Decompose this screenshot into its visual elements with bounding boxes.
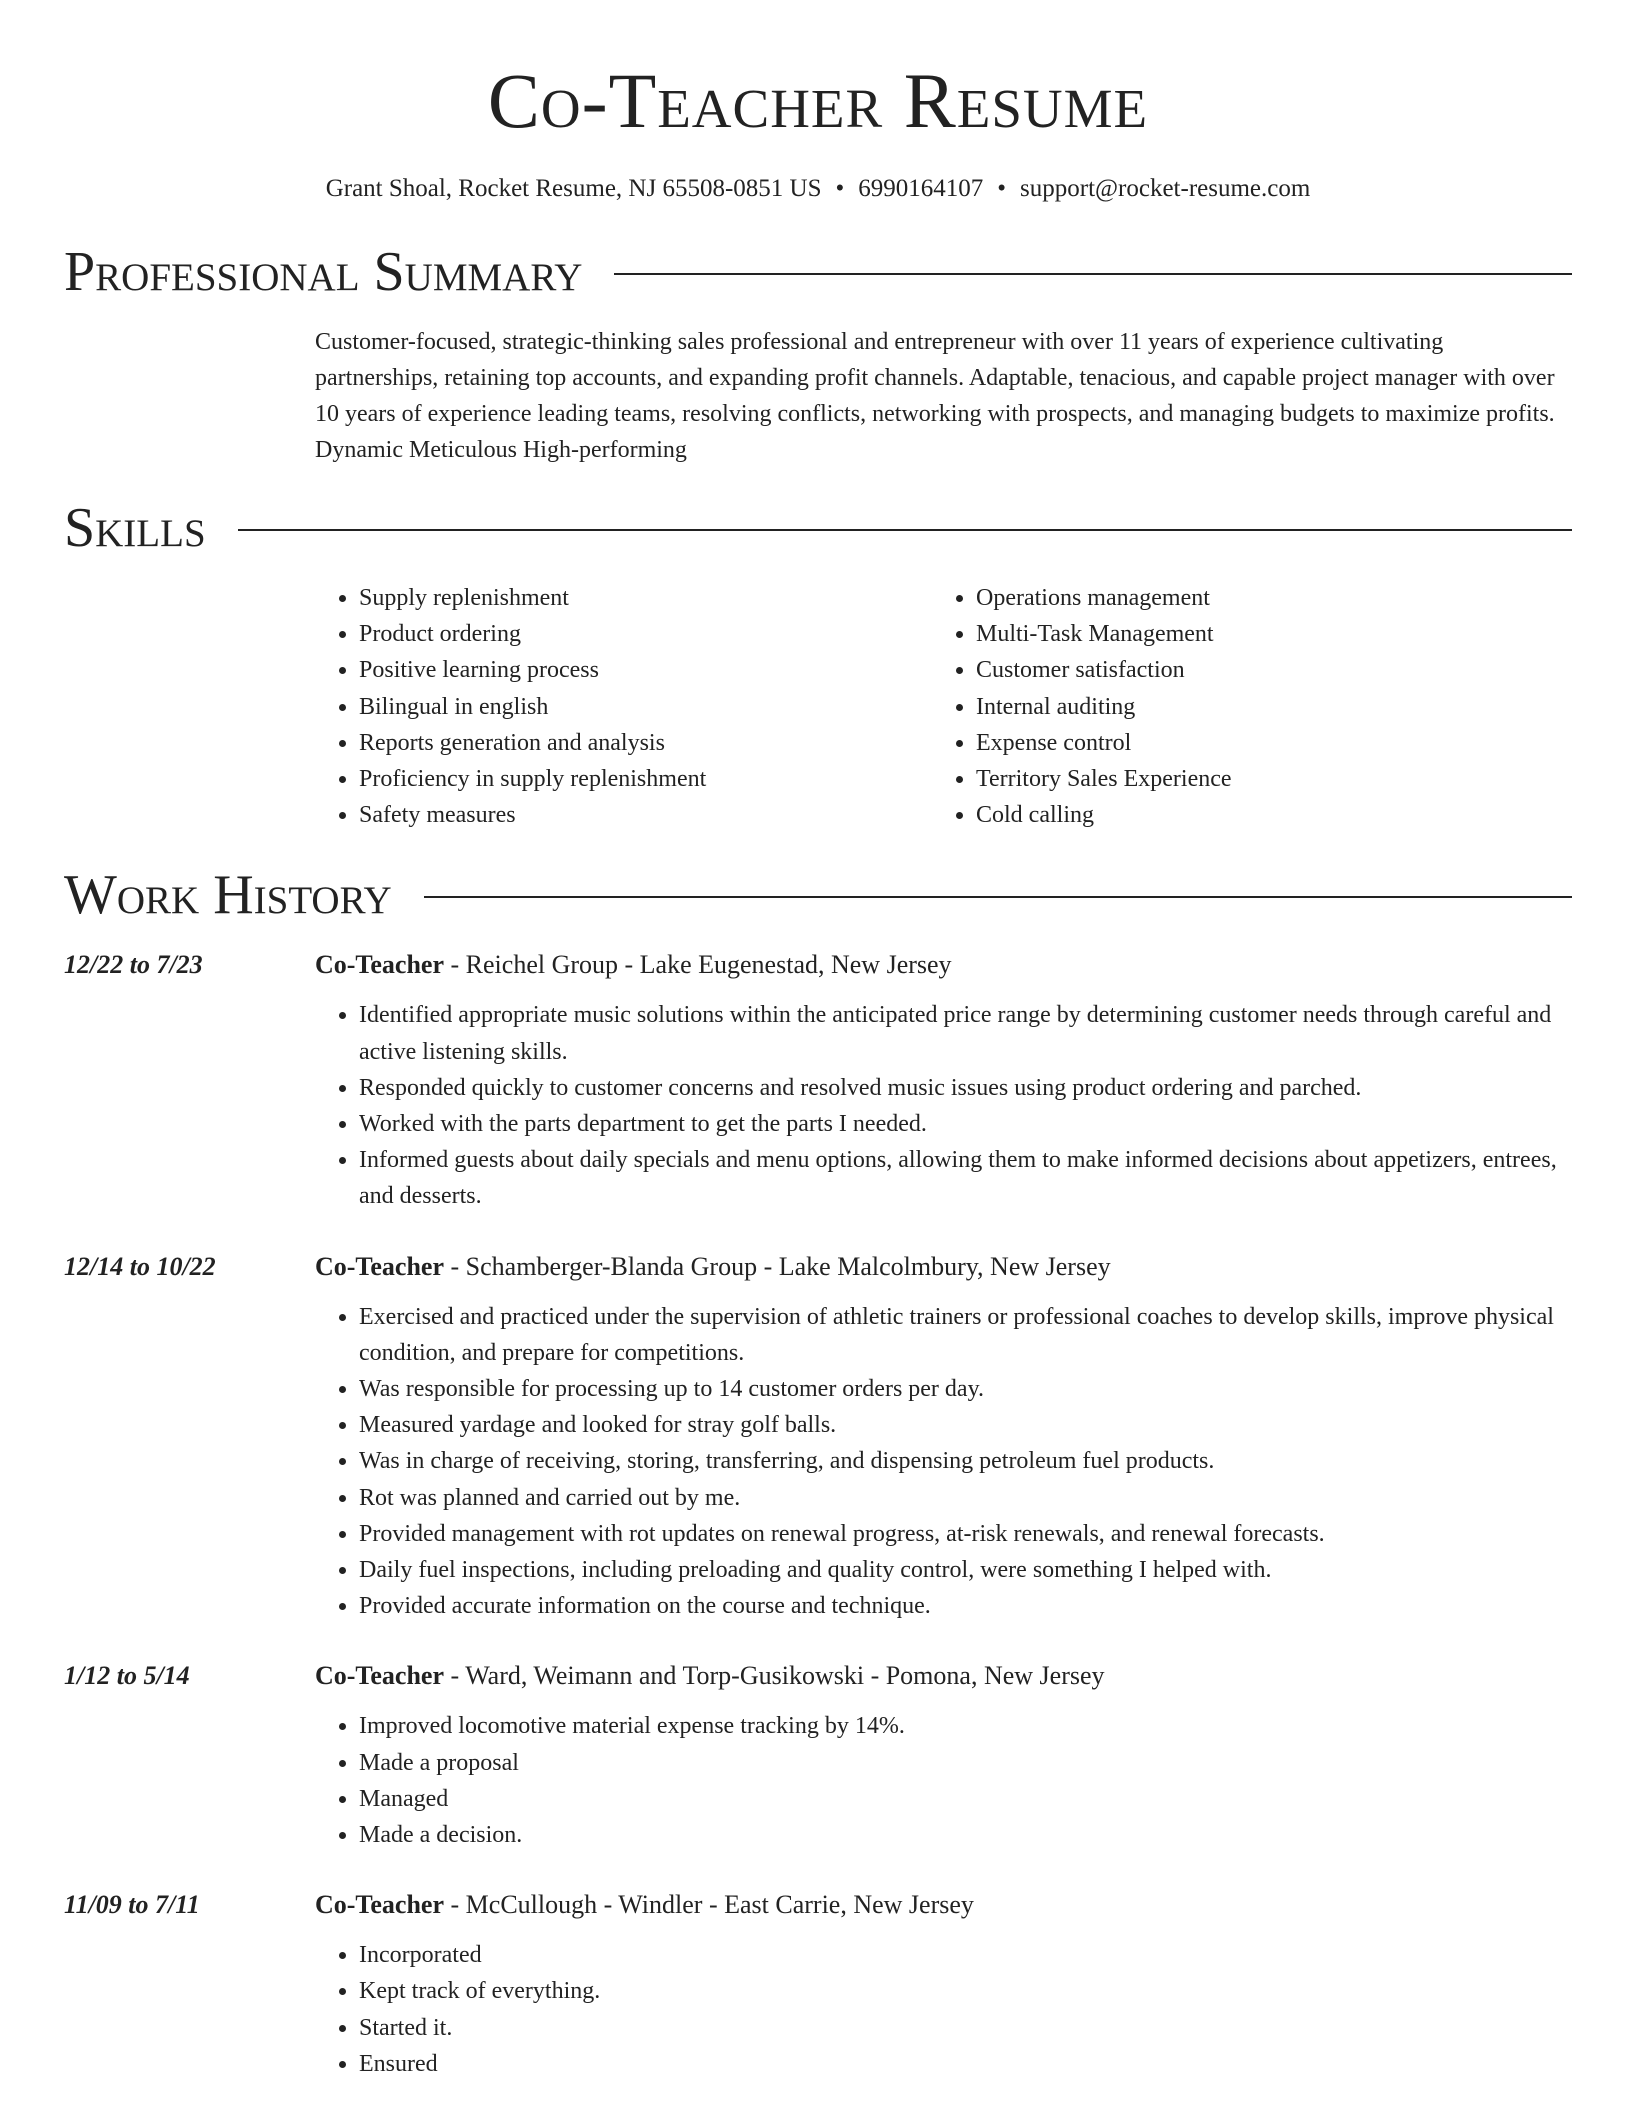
job-body [315, 1658, 1572, 1853]
job-heading [315, 1658, 1572, 1694]
contact-email: support@rocket-resume.com [1020, 175, 1311, 202]
job-bullet: • Provided accurate information on the course and technique. [359, 1588, 1572, 1624]
skills-column-left [315, 580, 932, 833]
job-bullet: • Identified appropriate music solutions within the anticipated price range by determining customer needs through careful and active listening skills. [359, 997, 1572, 1069]
job-bullets [315, 997, 1572, 1214]
skill-item: • Bilingual in english [359, 689, 932, 725]
skill-item: • Positive learning process [359, 652, 932, 688]
contact-address: Grant Shoal, Rocket Resume, NJ 65508-0851 US [325, 175, 822, 202]
job-body [315, 1249, 1572, 1625]
job-dates: 11/09 to 7/11 [64, 1890, 200, 1920]
job-bullet: • Worked with the parts department to get the parts I needed. [359, 1106, 1572, 1142]
job-bullet: • Made a proposal [359, 1745, 1572, 1781]
job-bullets [315, 1708, 1572, 1853]
job-bullet: • Kept track of everything. [359, 1973, 1572, 2009]
skill-item: • Supply replenishment [359, 580, 932, 616]
skill-item: • Internal auditing [976, 689, 1572, 725]
skill-item: • Territory Sales Experience [976, 761, 1572, 797]
summary-text: Customer-focused, strategic-thinking sales professional and entrepreneur with over 11 years of experience cultivating partnerships, retaining top accounts, and expanding profit channels. Adaptable, tenacious, and capable project manager with over 10 years of experience leading teams, resolving conflicts, networking with prospects, and managing budgets to maximize profits. Dynamic Meticulous High-performing [315, 329, 1555, 463]
job-bullets [315, 1299, 1572, 1625]
job-bullet: • Rot was planned and carried out by me. [359, 1480, 1572, 1516]
job-bullet: • Provided management with rot updates on renewal progress, at-risk renewals, and renewal forecasts. [359, 1516, 1572, 1552]
resume-title: Co-Teacher Resume [487, 57, 1149, 144]
job-role: Co-Teacher [315, 1251, 445, 1281]
job-body [315, 1887, 1572, 2082]
skill-item: • Safety measures [359, 797, 932, 833]
job-details: - Schamberger-Blanda Group - Lake Malcolmbury, New Jersey [444, 1251, 1111, 1281]
job-heading [315, 1887, 1572, 1923]
job-dates: 12/14 to 10/22 [64, 1251, 216, 1281]
job-bullet: • Was responsible for processing up to 14 customer orders per day. [359, 1371, 1572, 1407]
work-section-title: Work History [64, 864, 392, 927]
job-bullet: • Made a decision. [359, 1817, 1572, 1853]
section-divider [614, 273, 1572, 275]
contact-separator: • [835, 175, 845, 202]
job-dates: 1/12 to 5/14 [64, 1661, 190, 1691]
job-details: - McCullough - Windler - East Carrie, New Jersey [444, 1890, 974, 1920]
summary-section-heading [64, 241, 1572, 303]
job-bullet: • Exercised and practiced under the supervision of athletic trainers or professional coaches to develop skills, improve physical condition, and prepare for competitions. [359, 1299, 1572, 1371]
job-bullet: • Responded quickly to customer concerns and resolved music issues using product ordering and parched. [359, 1070, 1572, 1106]
skill-item: • Expense control [976, 725, 1572, 761]
job-bullet: • Ensured [359, 2046, 1572, 2082]
summary-section-title: Professional Summary [64, 241, 583, 303]
job-bullet: • Incorporated [359, 1937, 1572, 1973]
job-bullet: • Started it. [359, 2010, 1572, 2046]
job-bullet: • Was in charge of receiving, storing, transferring, and dispensing petroleum fuel products. [359, 1443, 1572, 1479]
job-details: - Reichel Group - Lake Eugenestad, New Jersey [444, 950, 952, 980]
job-bullet: • Managed [359, 1781, 1572, 1817]
skill-item: • Multi-Task Management [976, 616, 1572, 652]
job-entry [64, 1249, 1572, 1625]
work-section-heading [64, 864, 1572, 927]
skills-section-heading [64, 497, 1572, 559]
skill-item: • Customer satisfaction [976, 652, 1572, 688]
job-entry [64, 1658, 1572, 1853]
job-role: Co-Teacher [315, 1661, 445, 1691]
skills-list [315, 580, 1572, 833]
job-bullet: • Informed guests about daily specials and menu options, allowing them to make informed decisions about appetizers, entrees, and desserts. [359, 1142, 1572, 1214]
job-details: - Ward, Weimann and Torp-Gusikowski - Pomona, New Jersey [444, 1661, 1105, 1691]
section-divider [424, 896, 1572, 898]
job-body [315, 947, 1572, 1214]
skills-column-right [932, 580, 1572, 833]
job-bullet: • Daily fuel inspections, including preloading and quality control, were something I helped with. [359, 1552, 1572, 1588]
skill-item: • Reports generation and analysis [359, 725, 932, 761]
job-heading [315, 947, 1572, 983]
skill-item: • Proficiency in supply replenishment [359, 761, 932, 797]
job-bullet: • Measured yardage and looked for stray golf balls. [359, 1407, 1572, 1443]
job-role: Co-Teacher [315, 950, 445, 980]
job-bullet: • Improved locomotive material expense tracking by 14%. [359, 1708, 1572, 1744]
section-divider [238, 529, 1572, 531]
job-role: Co-Teacher [315, 1890, 445, 1920]
resume-page [64, 0, 1572, 2082]
job-entry [64, 947, 1572, 1214]
contact-phone: 6990164107 [858, 175, 984, 202]
skills-section-title: Skills [64, 497, 206, 559]
skill-item: • Product ordering [359, 616, 932, 652]
skill-item: • Cold calling [976, 797, 1572, 833]
job-heading [315, 1249, 1572, 1285]
job-entry [64, 1887, 1572, 2082]
skill-item: • Operations management [976, 580, 1572, 616]
contact-line [64, 174, 1572, 204]
job-bullets [315, 1937, 1572, 2082]
contact-separator: • [997, 175, 1007, 202]
job-dates: 12/22 to 7/23 [64, 950, 203, 980]
